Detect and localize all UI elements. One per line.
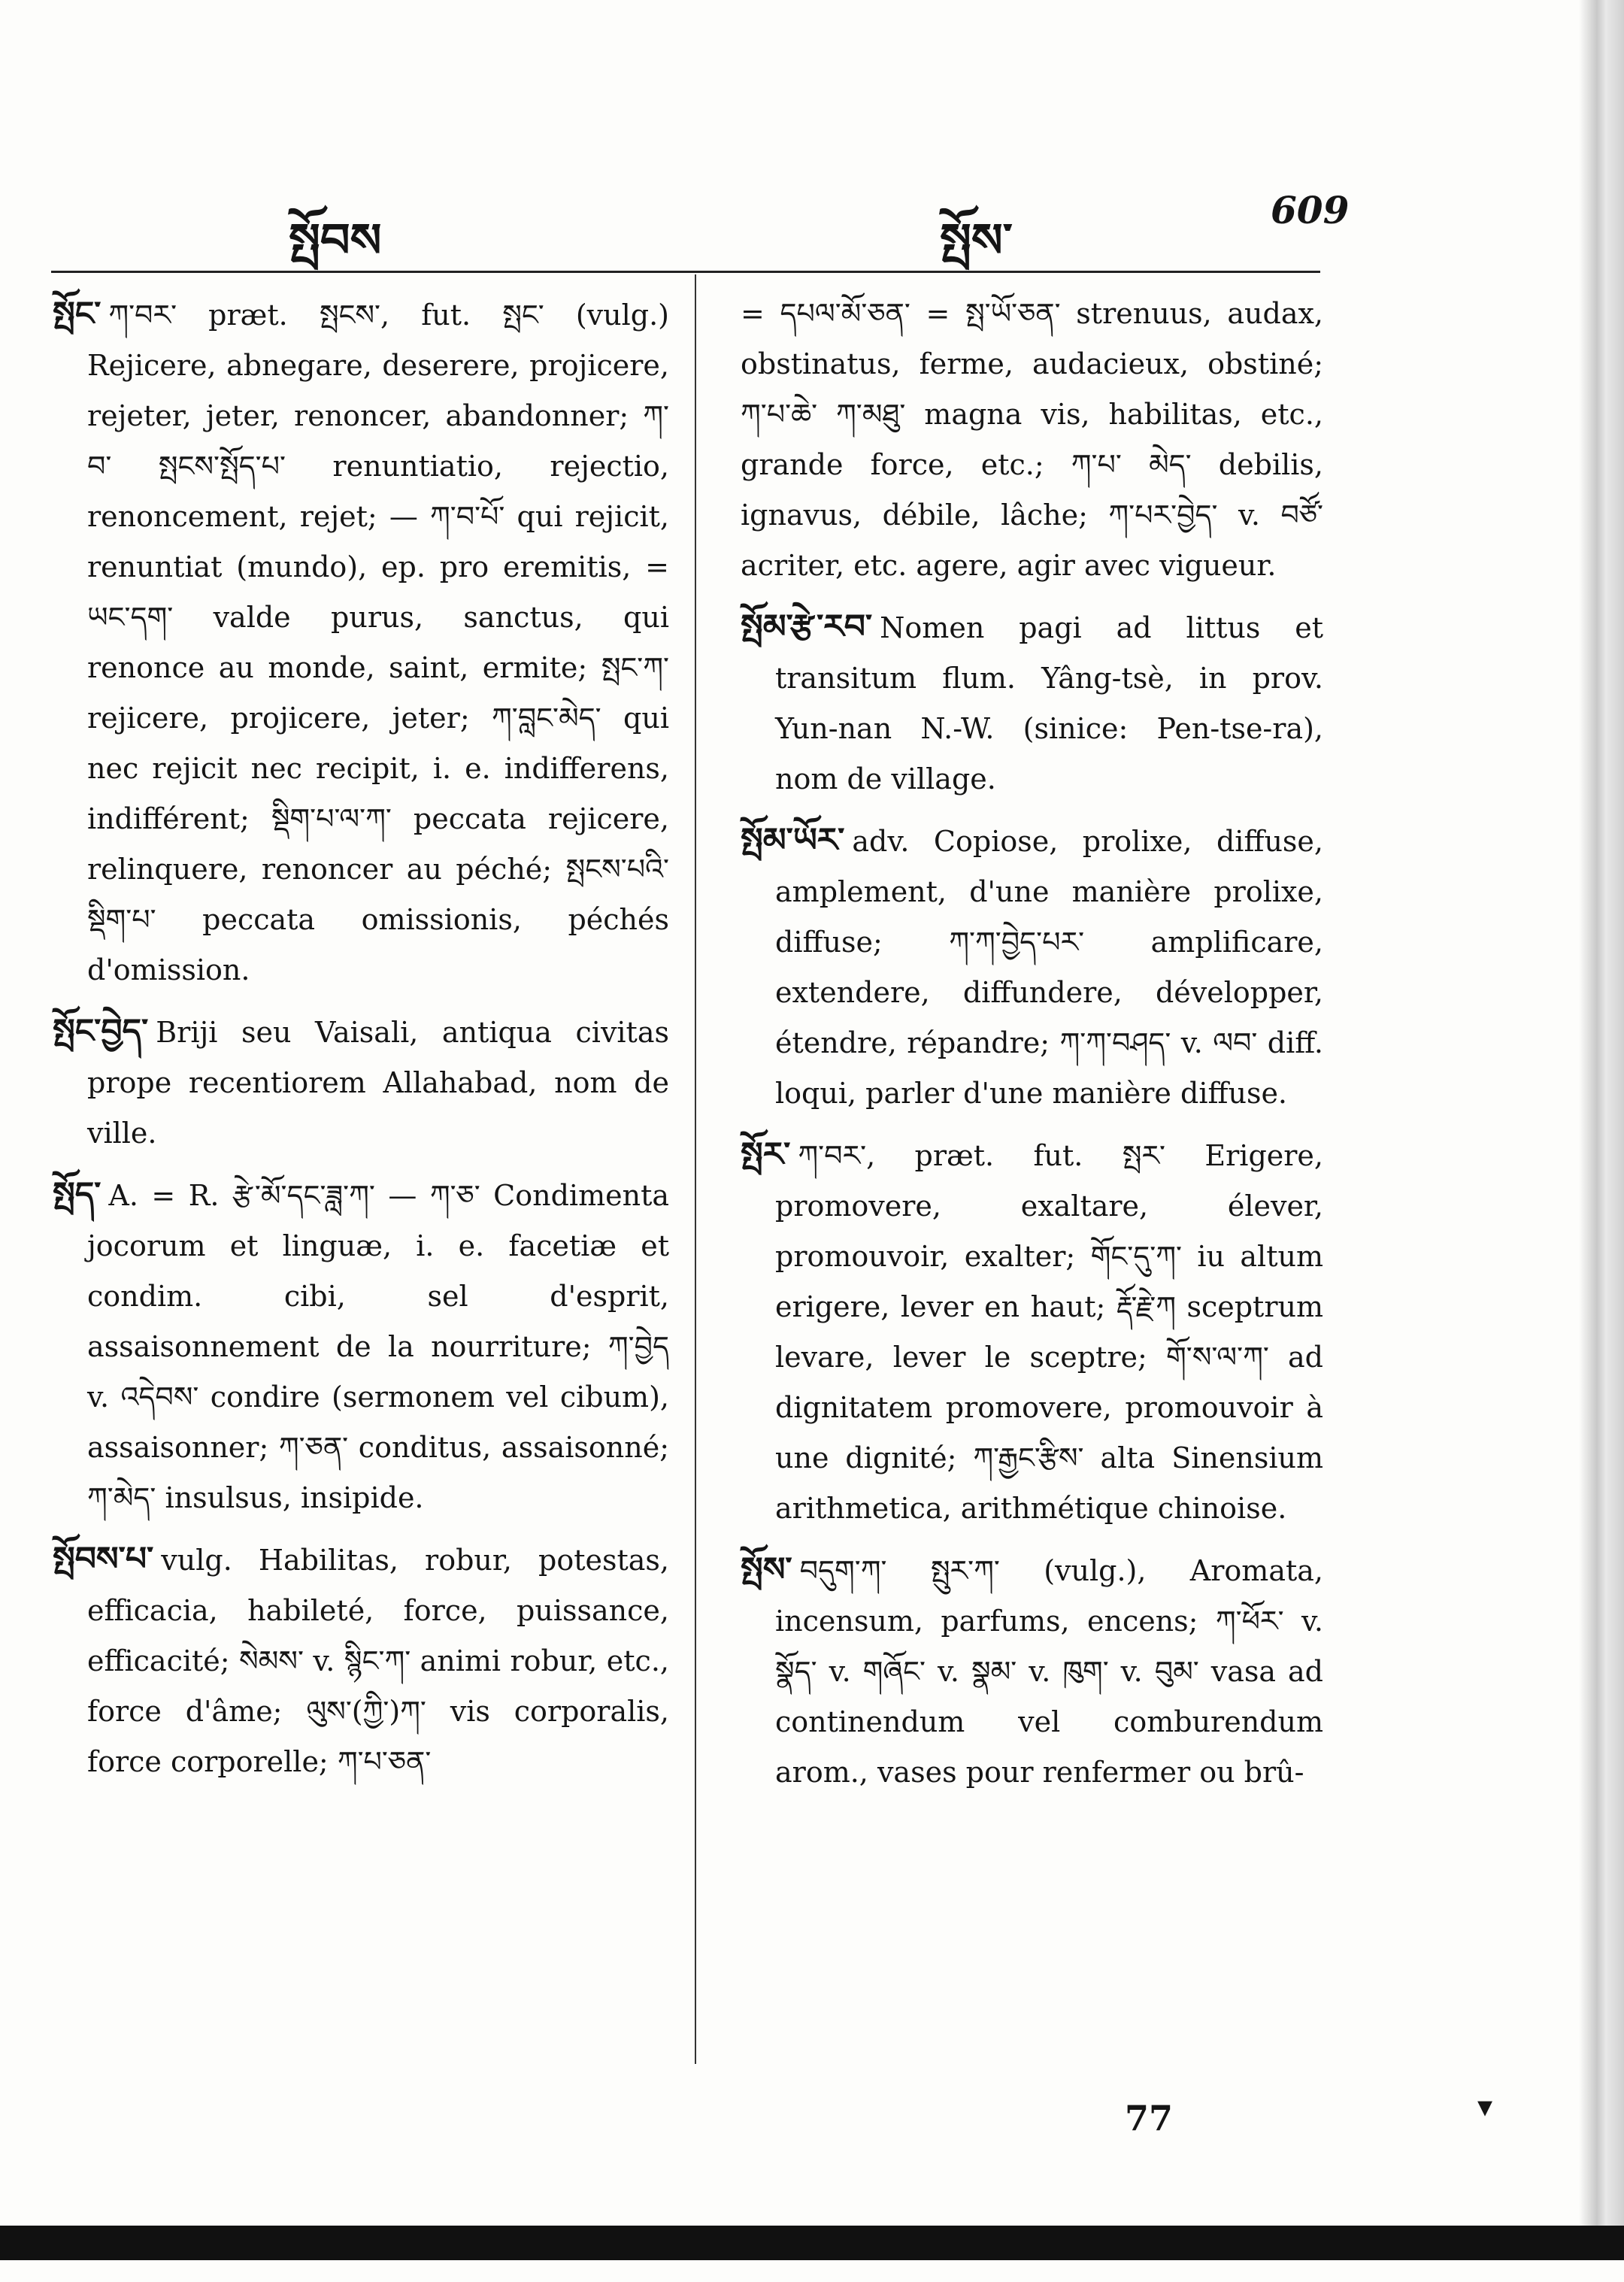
dictionary-entry bbox=[53, 1169, 669, 1523]
entry-text: A. = R. རྩེ་མོ་དང་ཟླ་ཀ་ — ཀ་ཅ་ Condimenta jocorum et linguæ, i. e. facetiæ et condim. cibi, sel d'esprit, assaisonnement de la nourriture; ཀ་བྱེད v. འདེབས་ condire (sermonem vel cibum), assaisonner; ཀ་ཅན་ conditus, assaisonné; ཀ་མེད་ insulsus, insipide. bbox=[87, 1179, 669, 1514]
right-column bbox=[741, 289, 1323, 1808]
dictionary-entry bbox=[741, 1129, 1323, 1534]
entry-text: vulg. Habilitas, robur, potestas, efficacia, habileté, force, puissance, efficacité; སེམས་ v. སྙིང་ཀ་ animi robur, etc., force d'âme; ལུས་(ཀྱི་)ཀ་ vis corporalis, force corporelle; ཀ་པ་ཅན་ bbox=[87, 1544, 669, 1778]
column-divider bbox=[695, 274, 696, 2064]
entry-headword: སྤོས་ bbox=[741, 1550, 792, 1589]
scan-bottom-bar bbox=[0, 2226, 1624, 2260]
entry-headword: སྤོམ་ཡོར་ bbox=[741, 821, 845, 859]
entry-text: Nomen pagi ad littus et transitum flum. Yâng-tsè, in prov. Yun-nan N.-W. (sinice: Pen-tse-ra), nom de village. bbox=[775, 611, 1323, 796]
dictionary-entry bbox=[741, 815, 1323, 1119]
page-edge-shadow bbox=[1579, 0, 1624, 2226]
dictionary-entry-continued bbox=[741, 289, 1323, 591]
left-column bbox=[53, 289, 669, 1798]
dictionary-entry bbox=[53, 1006, 669, 1159]
dictionary-entry bbox=[53, 1534, 669, 1787]
header-rule bbox=[51, 271, 1320, 273]
entry-text: བདུག་ཀ་ སྤུར་ཀ་ (vulg.), Aromata, incensum, parfums, encens; ཀ་ཕོར་ v. སྣོད་ v. གཞོང་ v. སྣམ་ v. ཁུག་ v. བུམ་ vasa ad continendum vel comburendum arom., vases pour renfermer ou brû- bbox=[775, 1554, 1323, 1789]
entry-text: ཀ་བར་, præt. fut. སྤར་ Erigere, promovere, exaltare, élever, promouvoir, exalter; གོང་དུ་ཀ་ iu altum erigere, lever en haut; རྡོ་རྗེ་ཀ sceptrum levare, lever le sceptre; གོ་ས་ལ་ཀ་ ad dignitatem promovere, promouvoir à une dignité; ཀ་རྒྱང་རྩིས་ alta Sinensium arithmetica, arithmétique chinoise. bbox=[775, 1139, 1323, 1525]
signature-number: 77 bbox=[1125, 2098, 1174, 2138]
entry-text: Briji seu Vaisali, antiqua civitas prope recentiorem Allahabad, nom de ville. bbox=[87, 1016, 669, 1150]
entry-headword: སྤོང་བྱེད་ bbox=[53, 1012, 149, 1050]
entry-headword: སྤོང་ bbox=[53, 295, 102, 333]
page-number: 609 bbox=[1271, 188, 1350, 232]
running-head-center: སྤོས་ bbox=[940, 213, 1013, 268]
running-head-left: སྤོབས bbox=[289, 213, 382, 268]
margin-printer-mark: ▾ bbox=[1477, 2089, 1493, 2124]
dictionary-entry bbox=[53, 289, 669, 996]
dictionary-entry bbox=[741, 1544, 1323, 1798]
entry-text: = དཔལ་མོ་ཅན་ = སྤ་ཡོ་ཅན་ strenuus, audax, obstinatus, ferme, audacieux, obstiné; ཀ་པ་ཆེ་ ཀ་མཐུ་ magna vis, habilitas, etc., grande force, etc.; ཀ་པ་ མེད་ debilis, ignavus, débile, lâche; ཀ་པར་བྱེད་ v. བཙོ་ acriter, etc. agere, agir avec vigueur. bbox=[741, 297, 1323, 582]
entry-text: adv. Copiose, prolixe, diffuse, amplement, d'une manière prolixe, diffuse; ཀ་ཀ་བྱེད་པར་ amplificare, extendere, diffundere, développer, étendre, répandre; ཀ་ཀ་བཤད་ v. ལབ་ diff. loqui, parler d'une manière diffuse. bbox=[775, 825, 1323, 1110]
dictionary-entry bbox=[741, 602, 1323, 805]
entry-text: ཀ་བར་ præt. སྤངས་, fut. སྤང་ (vulg.) Rejicere, abnegare, deserere, projicere, rejeter, jeter, renoncer, abandonner; ཀ་བ་ སྤངས་སྤོད་པ་ renuntiatio, rejectio, renoncement, rejet; — ཀ་བ་པོ་ qui rejicit, renuntiat (mundo), ep. pro eremitis, = ཡང་དག་ valde purus, sanctus, qui renonce au monde, saint, ermite; སྤང་ཀ་ rejicere, projicere, jeter; ཀ་བླང་མེད་ qui nec rejicit nec recipit, i. e. indifferens, indifférent; སྡིག་པ་ལ་ཀ་ peccata rejicere, relinquere, renoncer au péché; སྤངས་པའི་སྡིག་པ་ peccata omissionis, péchés d'omission. bbox=[87, 299, 669, 986]
entry-headword: སྤོམ་རྩེ་རབ་ bbox=[741, 608, 873, 646]
entry-headword: སྤོར་ bbox=[741, 1135, 791, 1174]
entry-headword: སྤོབས་པ་ bbox=[53, 1540, 154, 1578]
entry-headword: སྤོད་ bbox=[53, 1175, 102, 1214]
